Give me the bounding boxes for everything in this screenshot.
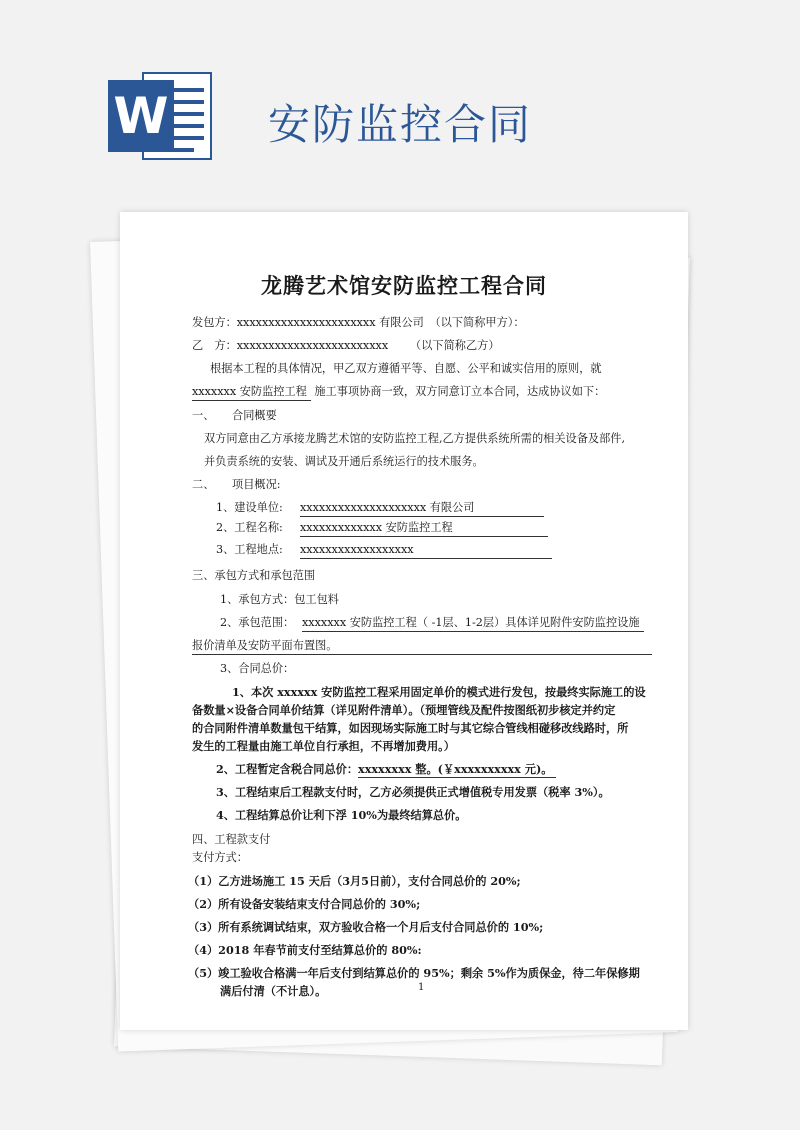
payment-item-5b: 满后付清（不计息）。 <box>220 984 327 998</box>
party-a: 发包方：xxxxxxxxxxxxxxxxxxxxxx 有限公司 （以下简称甲方）： <box>192 316 525 329</box>
intro-line-1: 根据本工程的具体情况，甲乙双方遵循平等、自愿、公平和诚实信用的原则，就 <box>210 362 602 375</box>
banner-title: 安防监控合同 <box>268 100 533 149</box>
contract-total-label: 3、合同总价： <box>220 662 295 675</box>
section-1-number: 一、 <box>192 409 215 422</box>
payment-item-1: （1）乙方进场施工 15 天后（3月5日前），支付合同总价的 20%; <box>188 874 521 888</box>
word-badge: W <box>108 80 174 152</box>
payment-item-4: （4）2018 年春节前支付至结算总价的 80%: <box>188 943 422 957</box>
contract-scope-label: 2、承包范围： <box>220 616 295 629</box>
intro-line-2 <box>192 384 605 401</box>
word-icon <box>108 72 212 160</box>
section-1-para-2: 并负责系统的安装、调试及开通后系统运行的技术服务。 <box>204 455 484 468</box>
project-item-1-label: 1、建设单位: <box>216 501 283 514</box>
section-1-title: 合同概要 <box>232 409 277 422</box>
project-item-2-label: 2、工程名称: <box>216 521 283 534</box>
payment-item-2: （2）所有设备安装结束支付合同总价的 30%; <box>188 897 421 911</box>
project-item-2-value: xxxxxxxxxxxxx 安防监控工程 <box>300 520 548 537</box>
pricing-para-1: 1、本次 xxxxxx 安防监控工程采用固定单价的模式进行发包，按最终实际施工的设 <box>232 685 646 699</box>
invoice-clause: 3、工程结束后工程款支付时，乙方必须提供正式增值税专用发票（税率 3%）。 <box>216 785 610 799</box>
discount-clause: 4、工程结算总价让利下浮 10%为最终结算总价。 <box>216 808 467 822</box>
intro-line-2-rest: 施工事项协商一致，双方同意订立本合同，达成协议如下： <box>314 385 606 398</box>
section-3-title: 三、承包方式和承包范围 <box>192 569 316 582</box>
project-item-1-value: xxxxxxxxxxxxxxxxxxxx 有限公司 <box>300 500 544 517</box>
pricing-para-3: 的合同附件清单数量包干结算，如因现场实际施工时与其它综合管线相碰移改线路时，所 <box>192 721 629 735</box>
contract-scope-a: xxxxxxx 安防监控工程（ -1层、1-2层）具体详见附件安防监控设施 <box>302 615 644 632</box>
contract-mode: 1、承包方式：包工包料 <box>220 593 339 606</box>
section-1-para-1: 双方同意由乙方承接龙腾艺术馆的安防监控工程,乙方提供系统所需的相关设备及部件, <box>204 432 626 445</box>
pricing-para-2: 备数量×设备合同单价结算（详见附件清单）。（预埋管线及配件按图纸初步核定并约定 <box>192 703 616 717</box>
page-number: 1 <box>418 982 425 993</box>
section-2-title: 项目概况: <box>232 478 281 491</box>
contract-page <box>120 212 688 1030</box>
payment-item-5a: （5）竣工验收合格满一年后支付到结算总价的 95%；剩余 5%作为质保金，待二年保修期 <box>188 966 640 980</box>
project-name-underlined: xxxxxxx 安防监控工程 <box>192 384 311 401</box>
payment-item-3: （3）所有系统调试结束，双方验收合格一个月后支付合同总价的 10%; <box>188 920 544 934</box>
project-item-3-label: 3、工程地点: <box>216 543 283 556</box>
tentative-total: 2、工程暂定含税合同总价：xxxxxxxx 整。(￥xxxxxxxxxx 元)。 <box>216 761 556 778</box>
project-item-3-value: xxxxxxxxxxxxxxxxxx <box>300 542 552 559</box>
banner <box>0 0 800 200</box>
doc-title: 龙腾艺术馆安防监控工程合同 <box>261 273 547 298</box>
payment-method-label: 支付方式： <box>192 851 248 864</box>
party-b-note: （以下简称乙方） <box>410 339 500 352</box>
contract-scope-b: 报价清单及安防平面布置图。 <box>192 638 652 655</box>
section-4-title: 四、工程款支付 <box>192 833 271 846</box>
party-b: 乙 方：xxxxxxxxxxxxxxxxxxxxxxxx <box>192 339 389 352</box>
section-2-number: 二、 <box>192 478 215 491</box>
pricing-para-4: 发生的工程量由施工单位自行承担，不再增加费用。） <box>192 739 455 753</box>
